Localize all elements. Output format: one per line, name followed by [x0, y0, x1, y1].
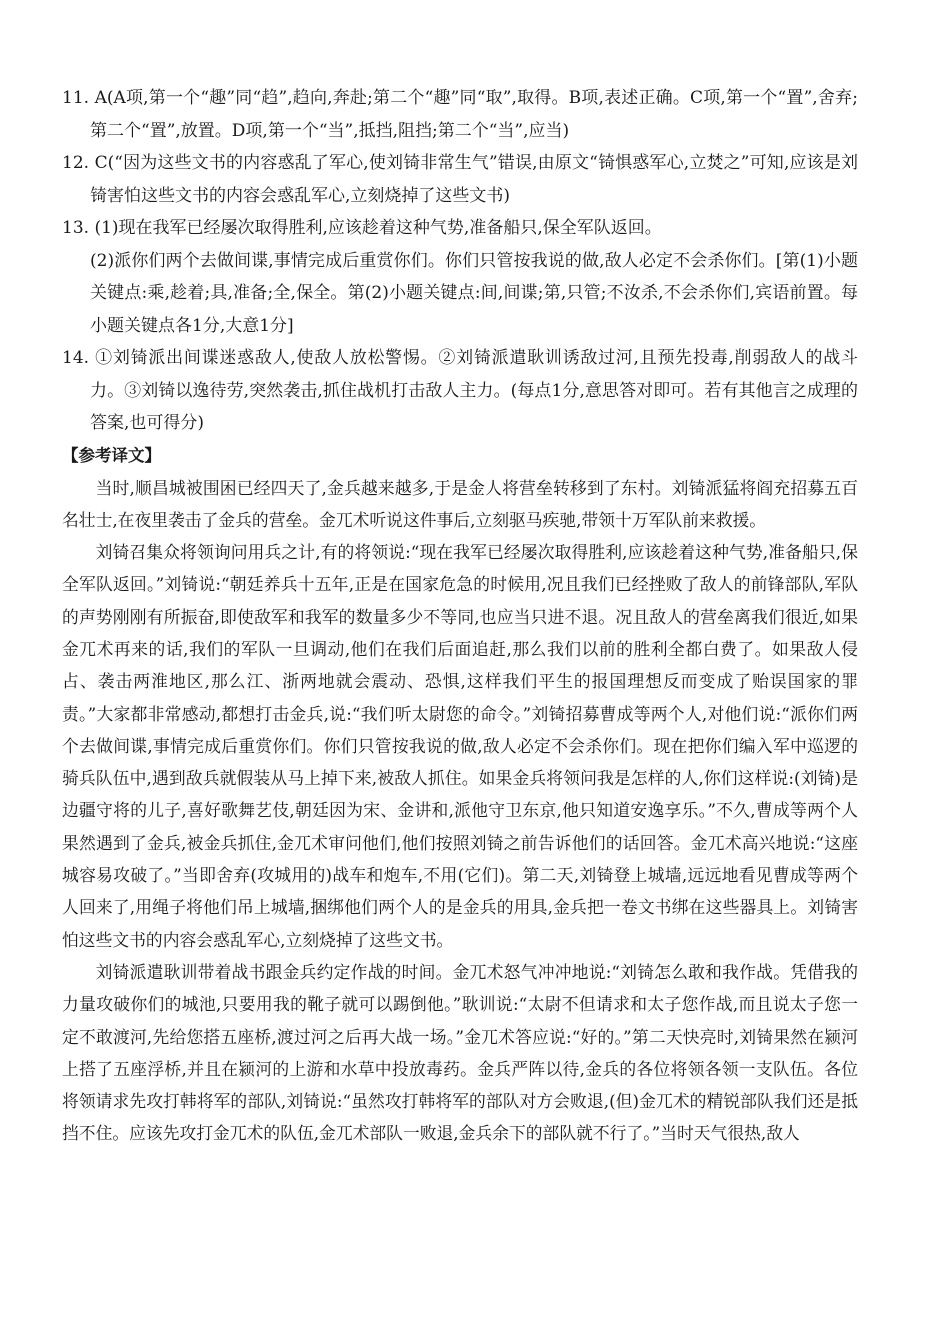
answer-14: 14. ①刘锜派出间谍迷惑敌人,使敌人放松警惕。②刘锜派遣耿训诱敌过河,且预先投毒,削弱敌人的战斗力。③刘锜以逸待劳,突然袭击,抓住战机打击敌人主力。(每点1分,意思答对即可。若有其他言之成理的答案,也可得分) — [62, 348, 858, 433]
translation-section — [62, 472, 858, 1150]
answer-section — [62, 82, 858, 440]
answer-12: 12. C(“因为这些文书的内容惑乱了军心,使刘锜非常生气”错误,由原文“锜惧惑军心,立焚之”可知,应该是刘锜害怕这些文书的内容会惑乱军心,立刻烧掉了这些文书) — [62, 153, 858, 206]
answer-13-part2: (2)派你们两个去做间谍,事情完成后重赏你们。你们只管按我说的做,敌人必定不会杀你们。[第(1)小题关键点:乘,趁着;具,准备;全,保全。第(2)小题关键点:间,间谍;第,只管;不汝杀,不会杀你们,宾语前置。每小题关键点各1分,大意1分] — [90, 250, 858, 336]
translation-paragraph-1: 当时,顺昌城被围困已经四天了,金兵越来越多,于是金人将营垒转移到了东村。刘锜派猛将阎充招募五百名壮士,在夜里袭击了金兵的营垒。金兀术听说这件事后,立刻驱马疾驰,带领十万军队前来救援。 — [62, 477, 858, 530]
translation-heading: 【参考译文】 — [62, 445, 161, 465]
answer-11: 11. A(A项,第一个“趣”同“趋”,趋向,奔赴;第二个“趣”同“取”,取得。B项,表述正确。C项,第一个“置”,舍弃;第二个“置”,放置。D项,第一个“当”,抵挡,阻挡;第二个“当”,应当) — [62, 88, 858, 141]
answer-13-part1: 13. (1)现在我军已经屡次取得胜利,应该趁着这种气势,准备船只,保全军队返回。 — [62, 218, 662, 238]
translation-paragraph-2: 刘锜召集众将领询问用兵之计,有的将领说:“现在我军已经屡次取得胜利,应该趁着这种气势,准备船只,保全军队返回。”刘锜说:“朝廷养兵十五年,正是在国家危急的时候用,况且我们已经挫败了敌人的前锋部队,军队的声势刚刚有所振奋,即使敌军和我军的数量多少不等同,也应当只进不退。况且敌人的营垒离我们很近,如果金兀术再来的话,我们的军队一旦调动,他们在我们后面追赶,那么我们以前的胜利全都白费了。如果敌人侵占、袭击两淮地区,那么江、浙两地就会震动、恐惧,这样我们平生的报国理想反而变成了贻误国家的罪责。”大家都非常感动,都想打击金兵,说:“我们听太尉您的命令。”刘锜招募曹成等两个人,对他们说:“派你们两个去做间谍,事情完成后重赏你们。你们只管按我说的做,敌人必定不会杀你们。现在把你们编入军中巡逻的骑兵队伍中,遇到敌兵就假装从马上掉下来,被敌人抓住。如果金兵将领问我是怎样的人,你们这样说:(刘锜)是边疆守将的儿子,喜好歌舞艺伎,朝廷因为宋、金讲和,派他守卫东京,他只知道安逸享乐。”不久,曹成等两个人果然遇到了金兵,被金兵抓住,金兀术审问他们,他们按照刘锜之前告诉他们的话回答。金兀术高兴地说:“这座城容易攻破了。”当即舍弃(攻城用的)战车和炮车,不用(它们)。第二天,刘锜登上城墙,远远地看见曹成等两个人回来了,用绳子将他们吊上城墙,捆绑他们两个人的是金兵的用具,金兵把一卷文书绑在这些器具上。刘锜害怕这些文书的内容会惑乱军心,立刻烧掉了这些文书。 — [62, 542, 858, 950]
translation-paragraph-3: 刘锜派遣耿训带着战书跟金兵约定作战的时间。金兀术怒气冲冲地说:“刘锜怎么敢和我作战。凭借我的力量攻破你们的城池,只要用我的靴子就可以踢倒他。”耿训说:“太尉不但请求和太子您作战,而且说太子您一定不敢渡河,先给您搭五座桥,渡过河之后再大战一场。”金兀术答应说:“好的。”第二天快亮时,刘锜果然在颍河上搭了五座浮桥,并且在颍河的上游和水草中投放毒药。金兵严阵以待,金兵的各位将领各领一支队伍。各位将领请求先攻打韩将军的部队,刘锜说:“虽然攻打韩将军的部队对方会败退,(但)金兀术的精锐部队我们还是抵挡不住。应该先攻打金兀术的队伍,金兀术部队一败退,金兵余下的部队就不行了。”当时天气很热,敌人 — [62, 961, 858, 1144]
